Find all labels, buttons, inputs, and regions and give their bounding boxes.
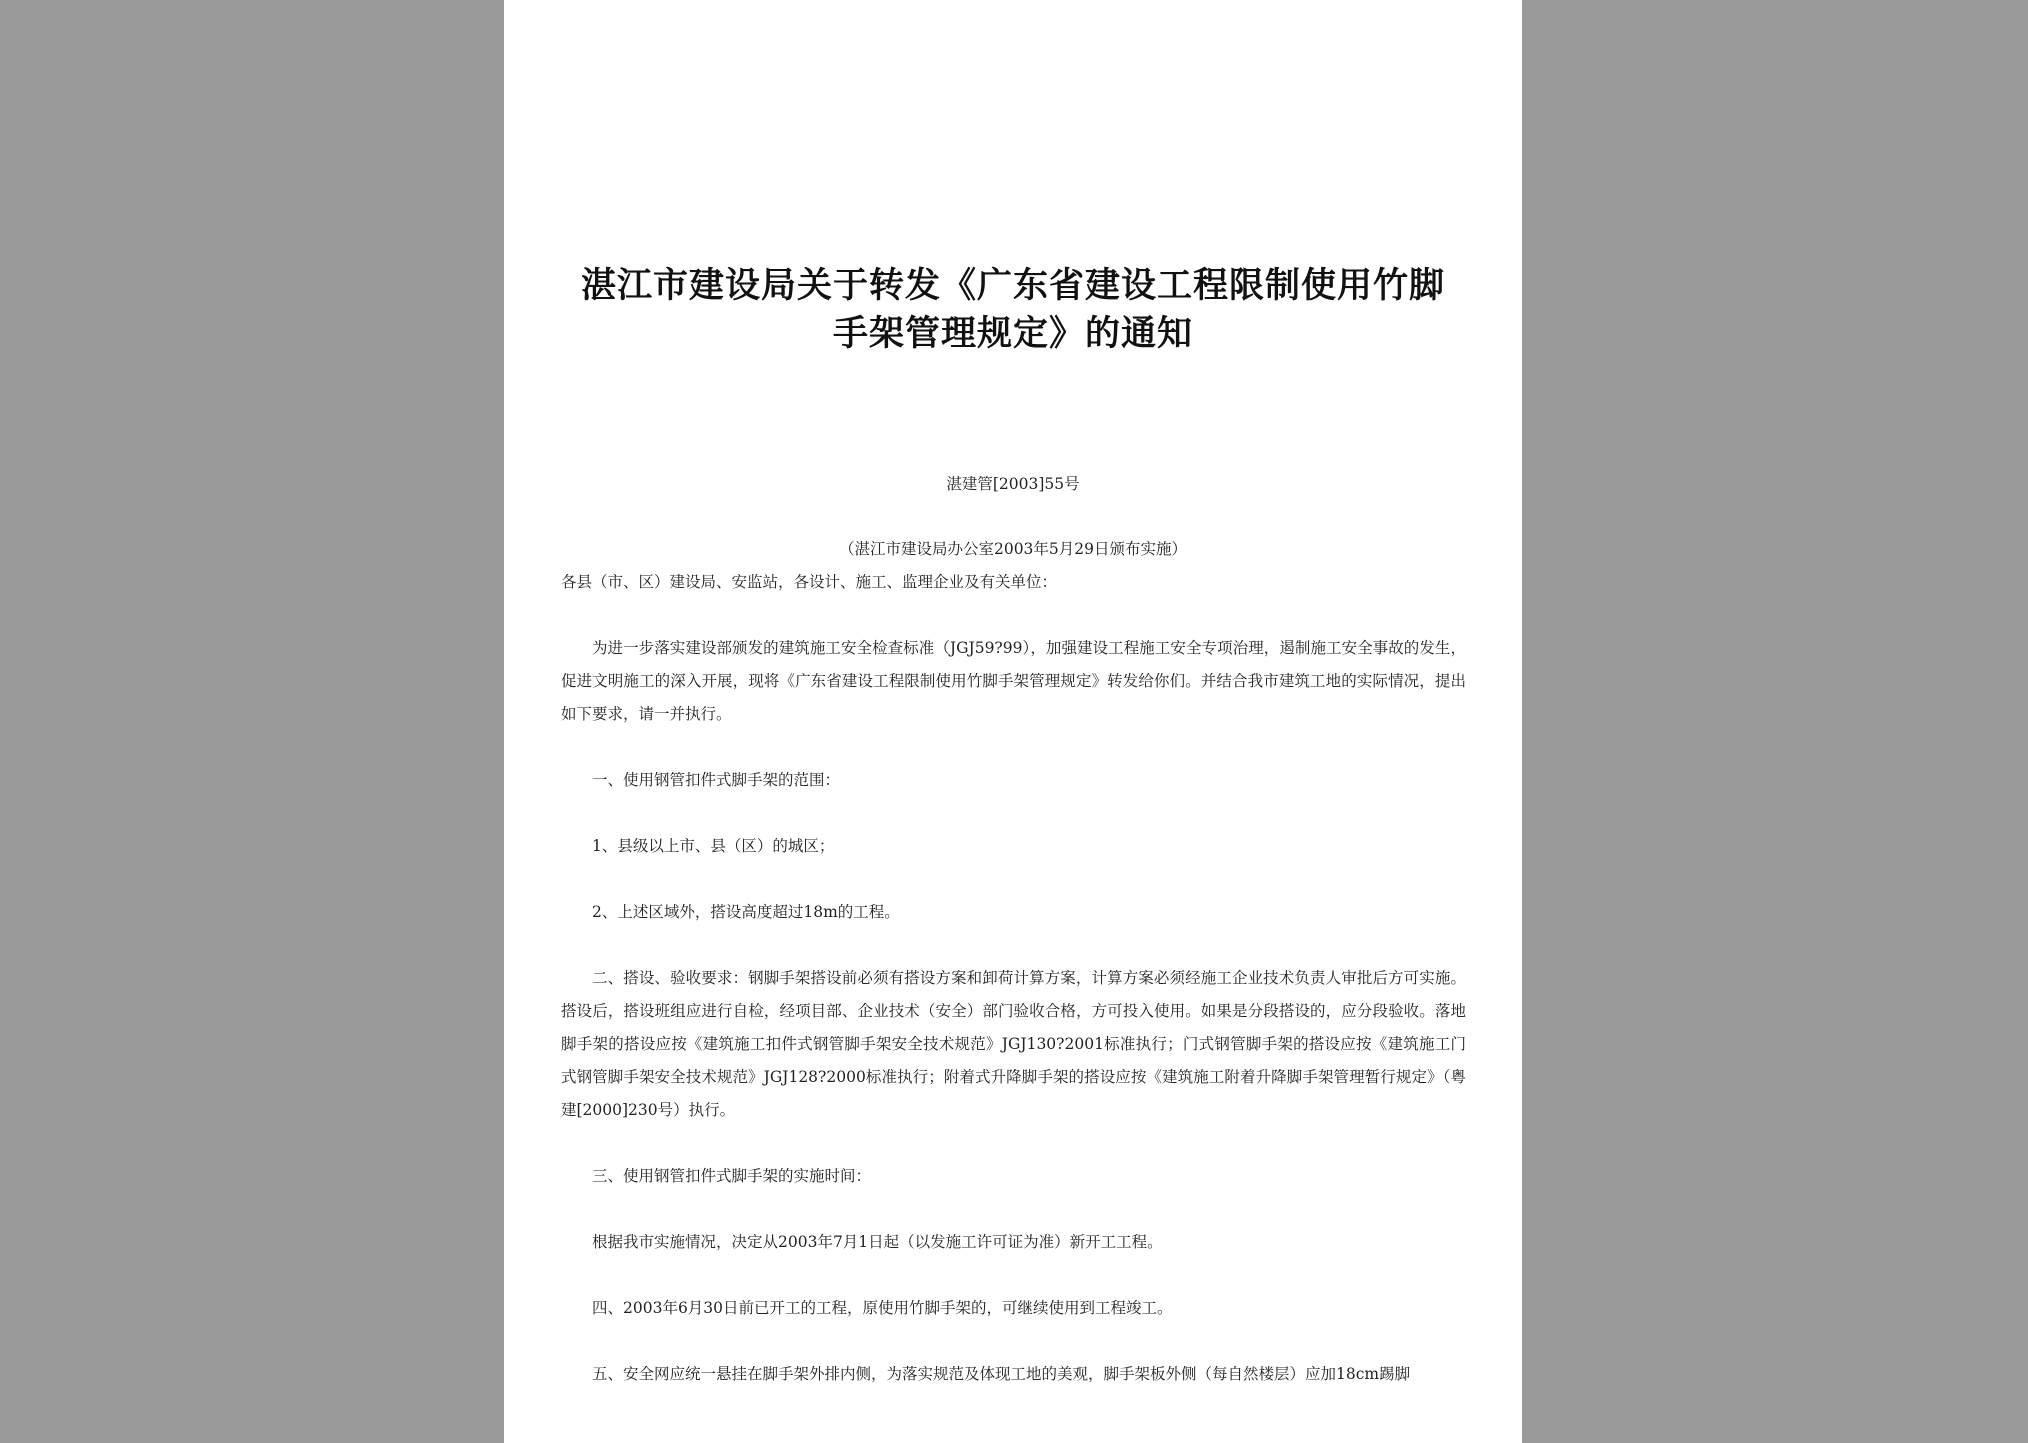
paragraph-section-3-detail: 根据我市实施情况，决定从2003年7月1日起（以发施工许可证为准）新开工工程。 [592,1233,1163,1251]
document-title [544,262,1482,358]
addressee: 各县（市、区）建设局、安监站，各设计、施工、监理企业及有关单位： [561,573,1058,591]
document-page [504,0,1522,1443]
paragraph-section-1: 一、使用钢管扣件式脚手架的范围： [592,771,841,789]
issued-by: （湛江市建设局办公室2003年5月29日颁布实施） [838,540,1188,558]
paragraph-section-3: 三、使用钢管扣件式脚手架的实施时间： [592,1167,872,1185]
paragraph-intro: 为进一步落实建设部颁发的建筑施工安全检查标准（JGJ59?99），加强建设工程施工安全专项治理，遏制施工安全事故的发生，促进文明施工的深入开展，现将《广东省建设工程限制使用竹脚手架管理规定》转发给你们。并结合我市建筑工地的实际情况，提出如下要求，请一并执行。 [561,639,1466,723]
paragraph-item-1: 1、县级以上市、县（区）的城区； [592,837,835,855]
document-number: 湛建管[2003]55号 [946,475,1080,493]
title-line-2: 手架管理规定》的通知 [832,314,1193,354]
paragraph-section-5: 五、安全网应统一悬挂在脚手架外排内侧，为落实规范及体现工地的美观，脚手架板外侧（每自然楼层）应加18cm踢脚 [592,1365,1411,1383]
paragraph-item-2: 2、上述区域外，搭设高度超过18m的工程。 [592,903,900,921]
title-line-1: 湛江市建设局关于转发《广东省建设工程限制使用竹脚 [580,266,1445,306]
paragraph-section-2: 二、搭设、验收要求：钢脚手架搭设前必须有搭设方案和卸荷计算方案，计算方案必须经施工企业技术负责人审批后方可实施。搭设后，搭设班组应进行自检，经项目部、企业技术（安全）部门验收合格，方可投入使用。如果是分段搭设的，应分段验收。落地脚手架的搭设应按《建筑施工扣件式钢管脚手架安全技术规范》JGJ130?2001标准执行；门式钢管脚手架的搭设应按《建筑施工门式钢管脚手架安全技术规范》JGJ128?2000标准执行；附着式升降脚手架的搭设应按《建筑施工附着升降脚手架管理暂行规定》（粤 建[2000]230号）执行。 [561,969,1466,1119]
paragraph-section-4: 四、2003年6月30日前已开工的工程，原使用竹脚手架的，可继续使用到工程竣工。 [592,1299,1173,1317]
